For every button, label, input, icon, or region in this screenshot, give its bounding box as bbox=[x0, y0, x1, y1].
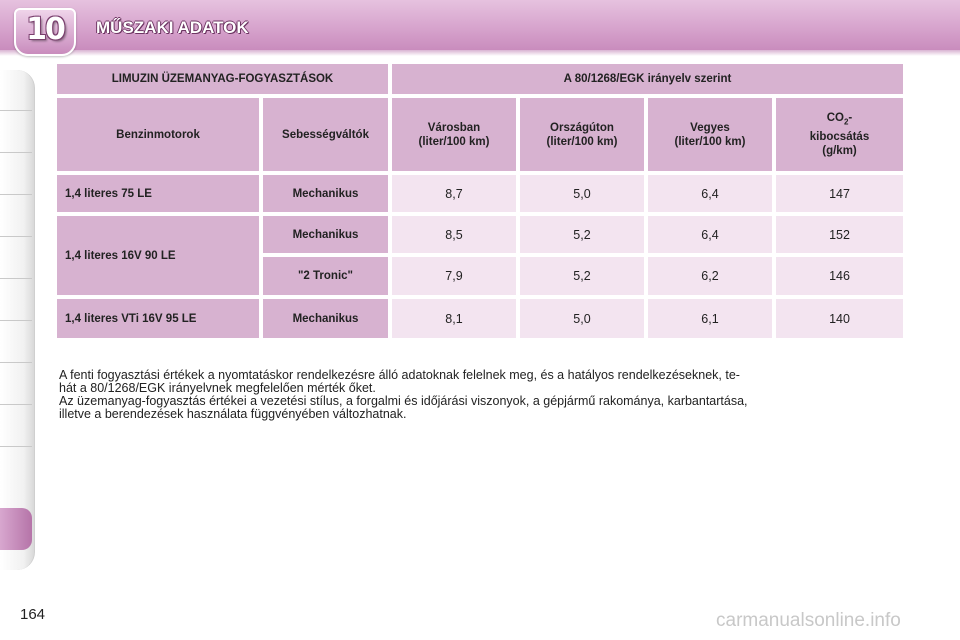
column-header-extra-line1: Országúton bbox=[550, 121, 614, 134]
value-urban: 8,1 bbox=[392, 299, 516, 338]
column-header-urban-line1: Városban bbox=[427, 121, 481, 134]
value-extra-urban: 5,2 bbox=[520, 216, 644, 253]
co2-prefix: CO bbox=[826, 112, 844, 125]
side-tab[interactable] bbox=[0, 194, 32, 195]
column-header-combined-line2: (liter/100 km) bbox=[674, 135, 746, 148]
chapter-title: MŰSZAKI ADATOK bbox=[96, 18, 249, 37]
table-title-left: LIMUZIN ÜZEMANYAG-FOGYASZTÁSOK bbox=[57, 64, 388, 94]
header-shadow bbox=[0, 50, 960, 56]
notes-line: hát a 80/1268/EGK irányelvnek megfelelően mérték őket. bbox=[59, 381, 376, 395]
column-header-extra-urban bbox=[520, 98, 644, 171]
side-tab[interactable] bbox=[0, 446, 32, 447]
side-tab[interactable] bbox=[0, 320, 32, 321]
value-co2: 152 bbox=[776, 216, 903, 253]
column-header-co2-line3: (g/km) bbox=[822, 144, 857, 157]
chapter-number: 10 bbox=[26, 12, 64, 47]
row-gearbox: Mechanikus bbox=[263, 175, 388, 212]
notes-line: illetve a berendezések használata függvényében változhatnak. bbox=[59, 407, 407, 421]
row-engine-75: 1,4 literes 75 LE bbox=[57, 175, 259, 212]
row-gearbox-2tronic: "2 Tronic" bbox=[263, 257, 388, 295]
value-co2: 147 bbox=[776, 175, 903, 212]
row-gearbox: Mechanikus bbox=[263, 299, 388, 338]
side-tab-active-chapter-10[interactable] bbox=[0, 508, 32, 550]
notes-line: Az üzemanyag-fogyasztás értékei a vezetési stílus, a forgalmi és időjárási viszonyok, a gépjármű rakománya, karbantartása, bbox=[59, 394, 748, 408]
column-header-co2 bbox=[776, 98, 903, 171]
value-co2: 140 bbox=[776, 299, 903, 338]
value-combined: 6,4 bbox=[648, 216, 772, 253]
row-gearbox: Mechanikus bbox=[263, 216, 388, 253]
column-header-co2-line2: kibocsátás bbox=[809, 130, 870, 143]
side-tab[interactable] bbox=[0, 152, 32, 153]
table-title-right: A 80/1268/EGK irányelv szerint bbox=[392, 64, 903, 94]
side-tab[interactable] bbox=[0, 236, 32, 237]
value-extra-urban: 5,0 bbox=[520, 175, 644, 212]
column-header-engine: Benzinmotorok bbox=[57, 98, 259, 171]
chapter-number-badge bbox=[14, 8, 76, 56]
column-header-combined bbox=[648, 98, 772, 171]
value-urban: 8,7 bbox=[392, 175, 516, 212]
column-header-combined-line1: Vegyes bbox=[690, 121, 730, 134]
value-combined: 6,4 bbox=[648, 175, 772, 212]
co2-suffix: - bbox=[848, 112, 853, 125]
column-header-urban bbox=[392, 98, 516, 171]
consumption-notes bbox=[59, 369, 905, 421]
chapter-side-tabs bbox=[0, 70, 35, 570]
side-tab[interactable] bbox=[0, 362, 32, 363]
row-engine-16v-90: 1,4 literes 16V 90 LE bbox=[57, 216, 259, 295]
column-header-urban-line2: (liter/100 km) bbox=[418, 135, 490, 148]
side-tab[interactable] bbox=[0, 404, 32, 405]
value-extra-urban: 5,0 bbox=[520, 299, 644, 338]
column-header-co2-line1 bbox=[827, 111, 853, 129]
value-co2: 146 bbox=[776, 257, 903, 295]
side-tab[interactable] bbox=[0, 278, 32, 279]
value-urban: 8,5 bbox=[392, 216, 516, 253]
row-engine-vti-95: 1,4 literes VTi 16V 95 LE bbox=[57, 299, 259, 338]
notes-line: A fenti fogyasztási értékek a nyomtatáskor rendelkezésre álló adatoknak felelnek meg, és a hatályos rendelkezéseknek, te- bbox=[59, 368, 740, 382]
column-header-extra-line2: (liter/100 km) bbox=[546, 135, 618, 148]
watermark: carmanualsonline.info bbox=[716, 610, 901, 631]
value-extra-urban: 5,2 bbox=[520, 257, 644, 295]
co2-subscript: 2 bbox=[843, 117, 849, 127]
value-combined: 6,2 bbox=[648, 257, 772, 295]
column-header-gearbox: Sebességváltók bbox=[263, 98, 388, 171]
value-urban: 7,9 bbox=[392, 257, 516, 295]
side-tab[interactable] bbox=[0, 110, 32, 111]
page-number: 164 bbox=[20, 606, 46, 623]
value-combined: 6,1 bbox=[648, 299, 772, 338]
